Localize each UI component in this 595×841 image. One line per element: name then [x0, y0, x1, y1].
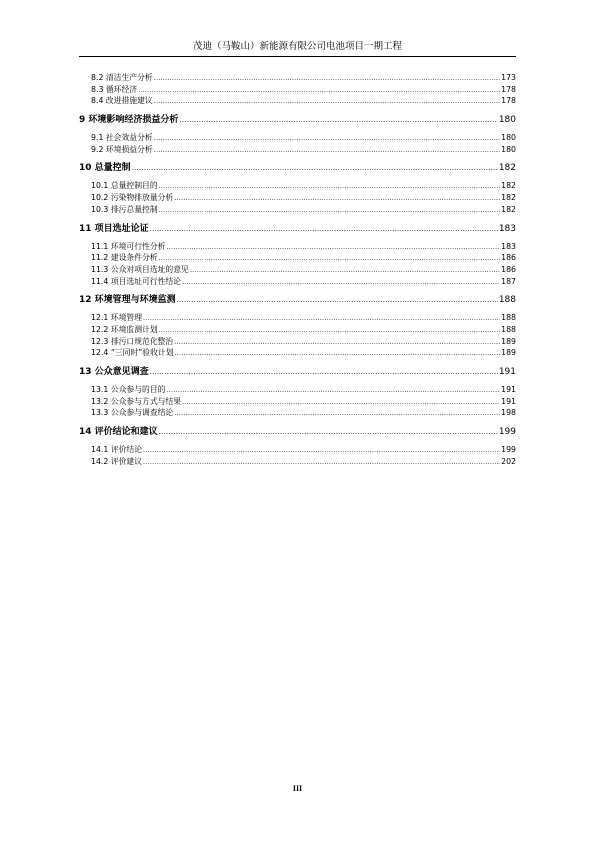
toc-dot-leader	[174, 408, 500, 419]
toc-dot-leader	[177, 294, 498, 307]
toc-entry-page: 186	[501, 264, 516, 274]
toc-section-entry[interactable]	[79, 407, 516, 419]
toc-entry-label: 13 公众意见调查	[79, 367, 149, 377]
toc-entry-label: 14 评价结论和建议	[79, 427, 158, 438]
toc-entry-page: 189	[501, 348, 516, 358]
toc-entry-label: 11.4 项目选址可行性结论	[91, 276, 182, 286]
toc-dot-leader	[154, 145, 500, 156]
toc-entry-label: 13.1 公众参与的目的	[91, 385, 166, 394]
toc-dot-leader	[150, 366, 498, 379]
toc-entry-label: 8.3 循环经济	[91, 84, 138, 94]
toc-entry-page: 189	[501, 336, 516, 346]
toc-dot-leader	[138, 85, 500, 96]
toc-dot-leader	[159, 253, 500, 264]
toc-entry-page: 186	[501, 253, 516, 263]
toc-entry-label: 11.1 环境可行性分析	[91, 241, 166, 251]
toc-dot-leader	[182, 397, 500, 408]
toc-section-entry[interactable]	[79, 241, 516, 253]
toc-section-entry[interactable]	[79, 204, 516, 216]
toc-entry-page: 188	[501, 313, 516, 323]
toc-dot-leader	[159, 325, 500, 336]
toc-entry-page: 191	[501, 396, 516, 406]
table-of-contents	[79, 72, 516, 467]
page-header	[79, 40, 516, 57]
toc-entry-page: 187	[501, 276, 516, 286]
toc-chapter-entry[interactable]	[79, 162, 516, 175]
toc-dot-leader	[182, 277, 500, 288]
toc-chapter-entry[interactable]	[79, 294, 516, 307]
toc-dot-leader	[166, 385, 500, 396]
toc-section-entry[interactable]	[79, 456, 516, 468]
toc-entry-label: 12.2 环境监测计划	[91, 324, 158, 334]
toc-entry-label: 14.2 评价建议	[91, 456, 143, 466]
toc-entry-label: 10.1 总量控制目的	[91, 181, 158, 191]
toc-entry-page: 180	[498, 115, 516, 126]
toc-entry-page: 173	[501, 73, 516, 82]
toc-section-entry[interactable]	[79, 396, 516, 408]
toc-section-entry[interactable]	[79, 192, 516, 204]
toc-entry-page: 180	[501, 144, 516, 154]
toc-entry-page: 182	[501, 204, 516, 214]
toc-entry-page: 180	[501, 133, 516, 143]
toc-entry-label: 8.4 改进措施建议	[91, 96, 153, 106]
toc-dot-leader	[143, 445, 500, 456]
toc-entry-label: 11 项目选址论证	[79, 223, 149, 234]
toc-dot-leader	[154, 133, 500, 144]
toc-section-entry[interactable]	[79, 347, 516, 359]
toc-section-entry[interactable]	[79, 264, 516, 276]
toc-entry-label: 9 环境影响经济损益分析	[79, 115, 179, 126]
toc-section-entry[interactable]	[79, 252, 516, 264]
toc-entry-page: 182	[498, 163, 516, 174]
toc-entry-label: 10.3 排污总量控制	[91, 204, 158, 214]
toc-dot-leader	[166, 242, 500, 253]
toc-dot-leader	[179, 114, 497, 127]
toc-entry-label: 10 总量控制	[79, 163, 131, 174]
toc-entry-label: 9.1 社会效益分析	[91, 133, 153, 143]
toc-entry-label: 10.2 污染物排放量分析	[91, 193, 174, 203]
toc-dot-leader	[132, 162, 498, 175]
toc-entry-page: 178	[501, 96, 516, 106]
header-title: 茂迪（马鞍山）新能源有限公司电池项目一期工程	[192, 41, 402, 52]
toc-entry-page: 182	[501, 181, 516, 191]
toc-dot-leader	[154, 96, 500, 107]
page-number: III	[292, 784, 303, 793]
toc-entry-label: 9.2 环境损益分析	[91, 144, 153, 154]
toc-entry-page: 183	[501, 241, 516, 251]
toc-chapter-entry[interactable]	[79, 426, 516, 439]
toc-entry-page: 202	[501, 456, 516, 466]
toc-chapter-entry[interactable]	[79, 366, 516, 379]
toc-dot-leader	[174, 193, 500, 204]
toc-section-entry[interactable]	[79, 324, 516, 336]
toc-dot-leader	[159, 181, 500, 192]
toc-entry-label: 11.2 建设条件分析	[91, 253, 158, 263]
toc-chapter-entry[interactable]	[79, 114, 516, 127]
toc-entry-label: 11.3 公众对项目选址的意见	[91, 264, 189, 274]
toc-section-entry[interactable]	[79, 444, 516, 456]
toc-entry-label: 12.1 环境管理	[91, 313, 143, 323]
toc-section-entry[interactable]	[79, 312, 516, 324]
toc-entry-label: 8.2 清洁生产分析	[91, 73, 153, 82]
toc-dot-leader	[143, 457, 500, 468]
toc-entry-label: 12 环境管理与环境监测	[79, 295, 176, 306]
toc-entry-label: 13.3 公众参与调查结论	[91, 408, 174, 418]
toc-entry-label: 12.3 排污口规范化整治	[91, 336, 174, 346]
toc-section-entry[interactable]	[79, 132, 516, 144]
toc-dot-leader	[175, 348, 501, 359]
toc-dot-leader	[159, 426, 498, 439]
toc-section-entry[interactable]	[79, 180, 516, 192]
toc-dot-leader	[159, 205, 500, 216]
toc-entry-page: 191	[498, 367, 516, 377]
toc-chapter-entry[interactable]	[79, 223, 516, 236]
toc-section-entry[interactable]	[79, 84, 516, 96]
toc-entry-label: 12.4 “三同时”验收计划	[91, 348, 174, 358]
toc-entry-page: 178	[501, 84, 516, 94]
toc-entry-page: 198	[501, 408, 516, 418]
toc-entry-page: 188	[501, 324, 516, 334]
toc-entry-label: 13.2 公众参与方式与结果	[91, 396, 182, 406]
toc-entry-page: 183	[498, 223, 516, 234]
toc-entry-page: 199	[498, 427, 516, 438]
toc-section-entry[interactable]	[79, 144, 516, 156]
toc-dot-leader	[143, 313, 500, 324]
toc-section-entry[interactable]	[79, 72, 516, 84]
toc-entry-page: 182	[501, 193, 516, 203]
toc-section-entry[interactable]	[79, 336, 516, 348]
toc-dot-leader	[174, 337, 500, 348]
toc-dot-leader	[150, 223, 498, 236]
toc-entry-page: 191	[501, 385, 516, 394]
toc-section-entry[interactable]	[79, 95, 516, 107]
toc-dot-leader	[154, 73, 500, 84]
toc-entry-page: 188	[498, 295, 516, 306]
toc-section-entry[interactable]	[79, 384, 516, 396]
toc-entry-page: 199	[501, 445, 516, 455]
toc-entry-label: 14.1 评价结论	[91, 445, 143, 455]
toc-dot-leader	[190, 265, 500, 276]
toc-section-entry[interactable]	[79, 276, 516, 288]
